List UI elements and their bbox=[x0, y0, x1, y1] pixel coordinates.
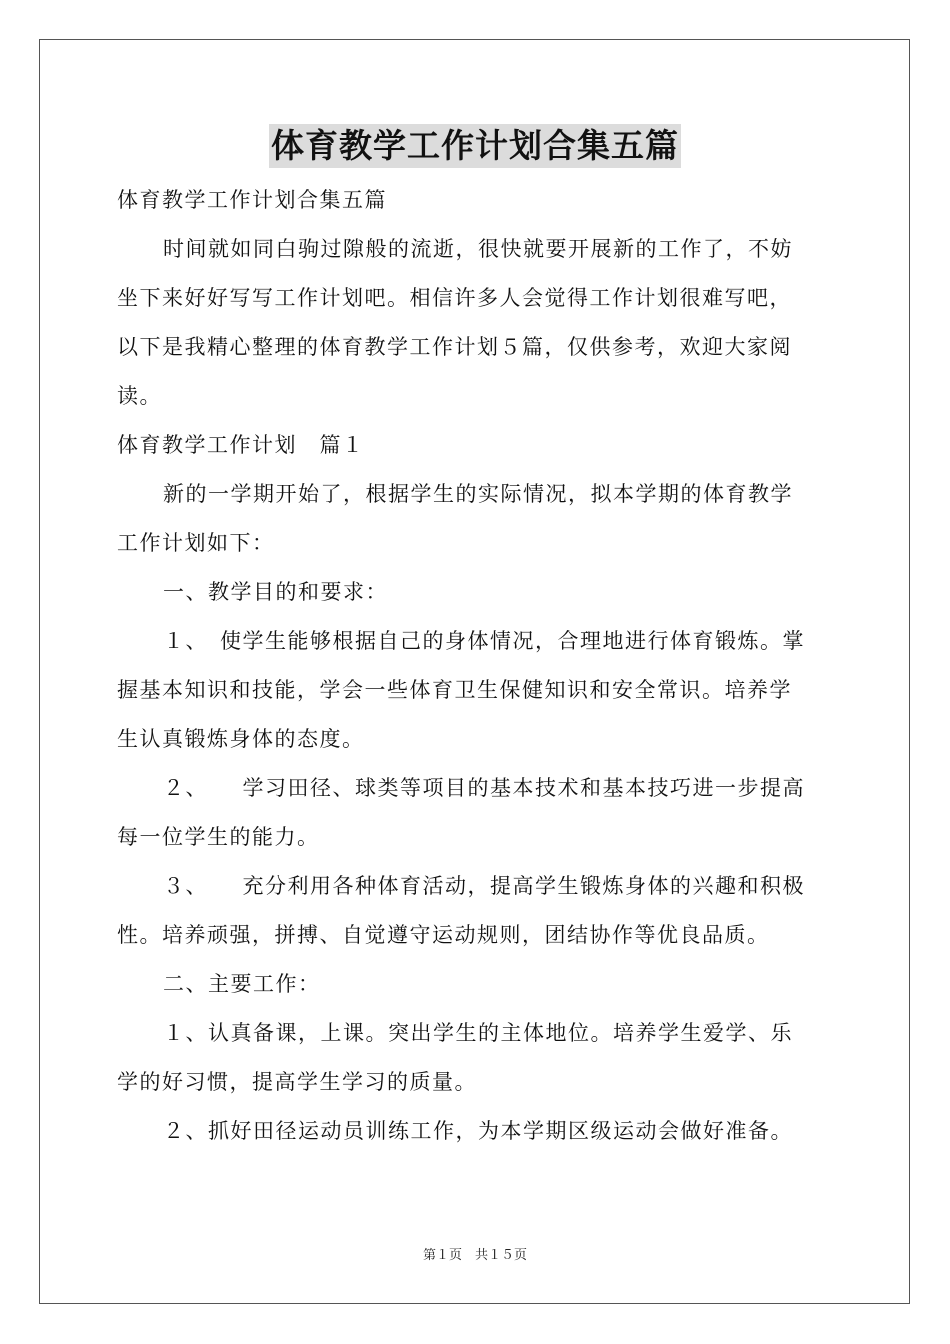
heading-main-work: 二、主要工作： bbox=[163, 972, 321, 996]
section-intro-line: 新的一学期开始了，根据学生的实际情况，拟本学期的体育教学 bbox=[163, 482, 793, 506]
goal-item-1-line: 握基本知识和技能，学会一些体育卫生保健知识和安全常识。培养学 bbox=[117, 678, 792, 702]
goal-item-3-line: 性。培养顽强，拼搏、自觉遵守运动规则，团结协作等优良品质。 bbox=[117, 923, 770, 947]
title-container bbox=[0, 124, 950, 168]
goal-item-2-line: ２、 学习田径、球类等项目的基本技术和基本技巧进一步提高 bbox=[163, 776, 805, 800]
intro-line: 坐下来好好写写工作计划吧。相信许多人会觉得工作计划很难写吧， bbox=[117, 286, 792, 310]
intro-line: 以下是我精心整理的体育教学工作计划５篇，仅供参考，欢迎大家阅 bbox=[117, 335, 792, 359]
goal-item-3-line: ３、 充分利用各种体育活动，提高学生锻炼身体的兴趣和积极 bbox=[163, 874, 805, 898]
work-item-1-line: 学的好习惯，提高学生学习的质量。 bbox=[117, 1070, 477, 1094]
document-body bbox=[117, 176, 835, 1156]
heading-teaching-goals: 一、教学目的和要求： bbox=[163, 580, 388, 604]
goal-item-2-line: 每一位学生的能力。 bbox=[117, 825, 320, 849]
goal-item-1-line: １、 使学生能够根据自己的身体情况，合理地进行体育锻炼。掌 bbox=[163, 629, 805, 653]
work-item-1-line: １、认真备课，上课。突出学生的主体地位。培养学生爱学、乐 bbox=[163, 1021, 793, 1045]
work-item-2-line: ２、抓好田径运动员训练工作，为本学期区级运动会做好准备。 bbox=[163, 1119, 793, 1143]
page-footer: 第１页 共１５页 bbox=[422, 1248, 527, 1263]
document-subtitle: 体育教学工作计划合集五篇 bbox=[117, 188, 387, 212]
intro-line: 读。 bbox=[117, 384, 162, 408]
document-title: 体育教学工作计划合集五篇 bbox=[269, 124, 681, 168]
section-intro-line: 工作计划如下： bbox=[117, 531, 275, 555]
intro-line: 时间就如同白驹过隙般的流逝，很快就要开展新的工作了，不妨 bbox=[163, 237, 793, 261]
goal-item-1-line: 生认真锻炼身体的态度。 bbox=[117, 727, 365, 751]
section-heading: 体育教学工作计划 篇１ bbox=[117, 433, 365, 457]
